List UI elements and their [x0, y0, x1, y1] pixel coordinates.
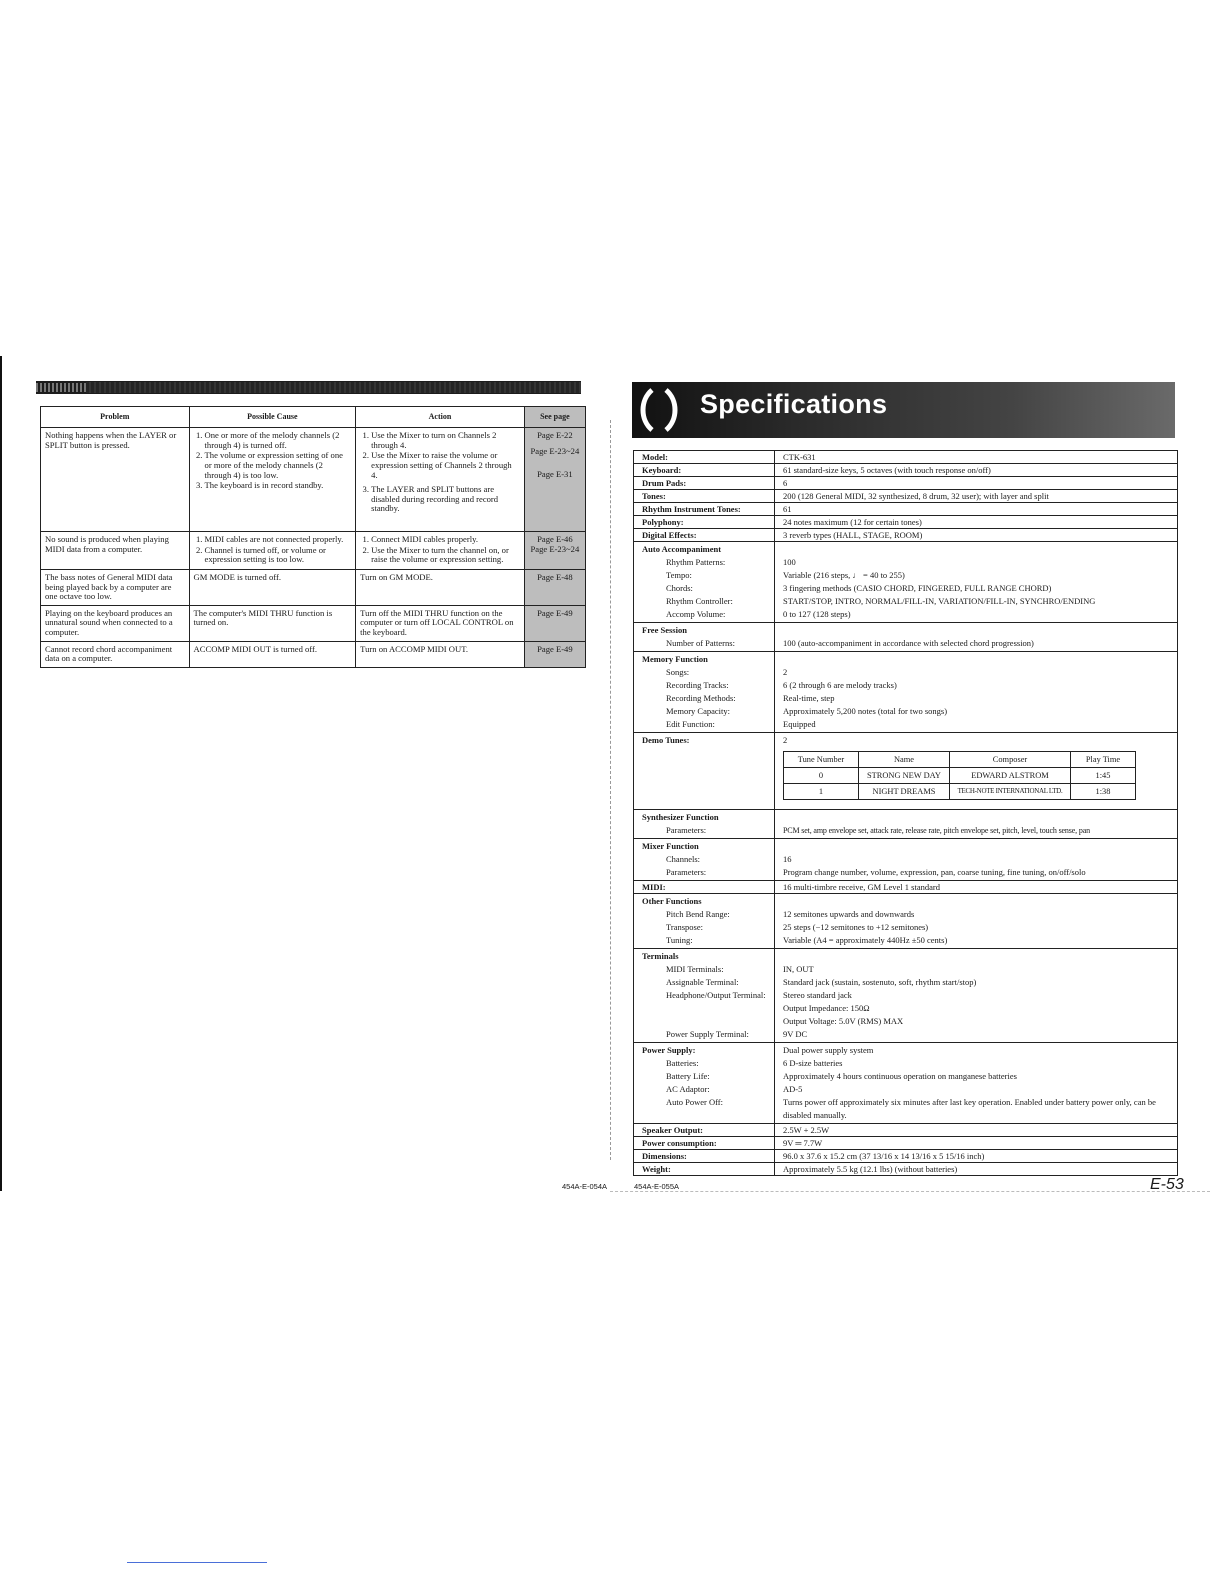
sub-label: Recording Tracks:	[666, 680, 729, 690]
spec-value: 96.0 x 37.6 x 15.2 cm (37 13/16 x 14 13/16 x 5 15/16 inch)	[783, 1151, 985, 1161]
page-title: Specifications	[700, 389, 888, 419]
table-row	[784, 768, 1136, 784]
sub-label: Recording Methods:	[666, 693, 736, 703]
sub-label: Headphone/Output Terminal:	[666, 990, 766, 1000]
spec-label	[634, 1043, 775, 1123]
spec-value	[775, 894, 1177, 948]
problem-cell: The bass notes of General MIDI data being played back by a computer are one octave too low.	[41, 569, 190, 605]
sub-label: Auto Power Off:	[666, 1097, 723, 1107]
sub-label: Tuning:	[666, 935, 693, 945]
spec-row-model	[634, 451, 1177, 464]
right-footer-code: 454A-E-055A	[634, 1182, 680, 1191]
page-ref: Page E-23~24	[530, 445, 580, 456]
spec-row-effects	[634, 529, 1177, 542]
sub-label: Rhythm Controller:	[666, 596, 733, 606]
spec-row-speaker	[634, 1124, 1177, 1137]
problem-cell: Playing on the keyboard produces an unnatural sound when connected to a computer.	[41, 605, 190, 641]
spec-value: 24 notes maximum (12 for certain tones)	[783, 517, 922, 527]
spec-label: Weight:	[634, 1163, 775, 1175]
problem-cell: No sound is produced when playing MIDI data from a computer.	[41, 532, 190, 570]
spec-value: 200 (128 General MIDI, 32 synthesized, 8 drum, 32 user); with layer and split	[783, 491, 1049, 501]
action-cell	[356, 428, 525, 532]
spec-row-keyboard	[634, 464, 1177, 477]
page-ref: Page E-31	[537, 469, 573, 480]
table-row	[41, 605, 586, 641]
cause-item: 2. Channel is turned off, or volume or expression setting is too low.	[205, 546, 352, 565]
see-page-cell: Page E-49	[524, 605, 585, 641]
value-line: Turns power off approximately six minutes after last key operation. Enabled under battery power only, can be disabled manually.	[783, 1097, 1156, 1120]
spec-value: 3 reverb types (HALL, STAGE, ROOM)	[783, 530, 923, 540]
spec-value: Approximately 5.5 kg (12.1 lbs) (without batteries)	[783, 1164, 958, 1174]
action-item: 3. The LAYER and SPLIT buttons are disabled during recording and record standby.	[371, 485, 520, 514]
section-bar-texture	[86, 382, 581, 393]
spec-row-mixer	[634, 839, 1177, 881]
sub-label: Chords:	[666, 583, 693, 593]
table-row	[41, 428, 586, 532]
spec-label	[634, 810, 775, 838]
spec-value: 9V ═ 7.7W	[783, 1138, 823, 1148]
page-number: E-53	[1150, 1176, 1184, 1193]
value-line: PCM set, amp envelope set, attack rate, release rate, pitch envelope set, pitch, level, touch sense, pan	[783, 826, 1090, 835]
spec-row-drum	[634, 477, 1177, 490]
spec-value	[775, 623, 1177, 651]
category-label: Synthesizer Function	[642, 812, 719, 822]
value-line: Equipped	[783, 719, 816, 729]
header-action: Action	[356, 407, 525, 428]
spec-row-dimensions	[634, 1150, 1177, 1163]
page-ref: Page E-23~24	[530, 543, 580, 554]
cause-item: 1. One or more of the melody channels (2 through 4) is turned off.	[205, 431, 352, 450]
value-line: Output Voltage: 5.0V (RMS) MAX	[783, 1016, 904, 1026]
binding-edge	[0, 356, 2, 1191]
spec-label: Rhythm Instrument Tones:	[634, 503, 775, 515]
spec-value: 16 multi-timbre receive, GM Level 1 standard	[783, 882, 940, 892]
tune-name: STRONG NEW DAY	[859, 768, 950, 784]
header-problem: Problem	[41, 407, 190, 428]
demo-count: 2	[783, 735, 788, 745]
sub-label: Transpose:	[666, 922, 703, 932]
spec-label: Digital Effects:	[634, 529, 775, 541]
value-line: 6 D-size batteries	[783, 1058, 843, 1068]
sub-label: Songs:	[666, 667, 690, 677]
spec-row-terminals	[634, 949, 1177, 1043]
value-line: Variable (216 steps, ♩ = 40 to 255)	[783, 570, 905, 580]
value-line: START/STOP, INTRO, NORMAL/FILL-IN, VARIATION/FILL-IN, SYNCHRO/ENDING	[783, 596, 1096, 606]
category-label: Memory Function	[642, 654, 708, 664]
spec-row-auto-accompaniment	[634, 542, 1177, 623]
value-line: Approximately 4 hours continuous operation on manganese batteries	[783, 1071, 1017, 1081]
value-line: 3 fingering methods (CASIO CHORD, FINGERED, FULL RANGE CHORD)	[783, 583, 1052, 593]
spec-row-polyphony	[634, 516, 1177, 529]
spec-value	[775, 1043, 1177, 1123]
sub-label: MIDI Terminals:	[666, 964, 724, 974]
value-line: 12 semitones upwards and downwards	[783, 909, 915, 919]
value-line: IN, OUT	[783, 964, 814, 974]
value-line: Stereo standard jack	[783, 990, 852, 1000]
spec-value: 6	[783, 478, 788, 488]
spec-row-demo-tunes	[634, 733, 1177, 810]
value-line: Variable (A4 = approximately 440Hz ±50 cents)	[783, 935, 948, 945]
spec-label: MIDI:	[634, 881, 775, 893]
cause-item: 2. The volume or expression setting of one or more of the melody channels (2 through 4) is too low.	[205, 451, 352, 480]
cause-cell: ACCOMP MIDI OUT is turned off.	[189, 641, 356, 667]
demo-header: Play Time	[1071, 752, 1136, 768]
sub-label: Pitch Bend Range:	[666, 909, 730, 919]
bottom-rule	[610, 1191, 1210, 1192]
sub-label: Channels:	[666, 854, 700, 864]
demo-tunes-table	[783, 751, 1136, 800]
spec-label: Speaker Output:	[634, 1124, 775, 1136]
value-line: 16	[783, 854, 792, 864]
sub-label: Number of Patterns:	[666, 638, 735, 648]
action-cell: Turn off the MIDI THRU function on the computer or turn off LOCAL CONTROL on the keyboard.	[356, 605, 525, 641]
table-row	[41, 641, 586, 667]
sub-label: AC Adaptor:	[666, 1084, 710, 1094]
problem-cell: Nothing happens when the LAYER or SPLIT button is pressed.	[41, 428, 190, 532]
spec-row-weight	[634, 1163, 1177, 1175]
spec-label: Demo Tunes:	[634, 733, 775, 809]
spec-label	[634, 839, 775, 880]
page-ref: Page E-46	[537, 534, 573, 544]
value-line: Dual power supply system	[783, 1045, 874, 1055]
value-line: 6 (2 through 6 are melody tracks)	[783, 680, 897, 690]
value-line: 100 (auto-accompaniment in accordance with selected chord progression)	[783, 638, 1034, 648]
spec-label: Keyboard:	[634, 464, 775, 476]
value-line: Approximately 5,200 notes (total for two songs)	[783, 706, 948, 716]
spec-label	[634, 623, 775, 651]
page-divider	[610, 420, 611, 1160]
sub-label: Assignable Terminal:	[666, 977, 739, 987]
sub-label: Accomp Volume:	[666, 609, 726, 619]
spec-value: 2.5W + 2.5W	[783, 1125, 830, 1135]
category-label: Free Session	[642, 625, 687, 635]
spec-row-free-session	[634, 623, 1177, 652]
page-ref: Page E-22	[537, 430, 573, 440]
tune-number: 0	[784, 768, 859, 784]
see-page-cell	[524, 428, 585, 532]
category-label: Auto Accompaniment	[642, 544, 722, 554]
cause-cell: GM MODE is turned off.	[189, 569, 356, 605]
left-footer-code: 454A-E-054A	[562, 1182, 608, 1191]
spec-value: CTK-631	[783, 452, 816, 462]
problem-cell: Cannot record chord accompaniment data on a computer.	[41, 641, 190, 667]
action-cell: Turn on GM MODE.	[356, 569, 525, 605]
demo-header: Tune Number	[784, 752, 859, 768]
see-page-cell	[524, 532, 585, 570]
category-label: Mixer Function	[642, 841, 699, 851]
cause-cell	[189, 428, 356, 532]
cause-item: 1. MIDI cables are not connected properly.	[205, 535, 352, 545]
value-line: 9V DC	[783, 1029, 808, 1039]
spec-label: Polyphony:	[634, 516, 775, 528]
spec-label	[634, 894, 775, 948]
spec-row-synth	[634, 810, 1177, 839]
cause-cell	[189, 532, 356, 570]
demo-header: Composer	[950, 752, 1071, 768]
sub-label: Battery Life:	[666, 1071, 710, 1081]
spec-label: Drum Pads:	[634, 477, 775, 489]
table-row	[41, 532, 586, 570]
value-line: Program change number, volume, expression, pan, coarse tuning, fine tuning, on/off/solo	[783, 867, 1086, 877]
demo-header-row	[784, 752, 1136, 768]
spec-value	[775, 542, 1177, 622]
spec-value: 61	[783, 504, 792, 514]
action-cell: Turn on ACCOMP MIDI OUT.	[356, 641, 525, 667]
sub-label: Parameters:	[666, 867, 707, 877]
value-line: Output Impedance: 150Ω	[783, 1003, 870, 1013]
spec-label: Model:	[634, 451, 775, 463]
see-page-cell: Page E-48	[524, 569, 585, 605]
sub-label: Memory Capacity:	[666, 706, 730, 716]
header-see-page: See page	[524, 407, 585, 428]
value-line: 0 to 127 (128 steps)	[783, 609, 851, 619]
specifications-table	[633, 450, 1178, 1176]
spec-row-power-supply	[634, 1043, 1177, 1124]
action-item: 2. Use the Mixer to turn the channel on, or raise the volume or expression setting.	[371, 546, 520, 565]
spec-row-other	[634, 894, 1177, 949]
category-label: Power Supply:	[642, 1045, 696, 1055]
value-line: 2	[783, 667, 788, 677]
tune-time: 1:38	[1071, 784, 1136, 800]
tune-composer: TECH-NOTE INTERNATIONAL LTD.	[950, 784, 1071, 800]
spec-row-memory	[634, 652, 1177, 733]
cause-cell: The computer's MIDI THRU function is turned on.	[189, 605, 356, 641]
table-header-row	[41, 407, 586, 428]
spec-value	[775, 810, 1177, 838]
tune-number: 1	[784, 784, 859, 800]
spec-label	[634, 652, 775, 732]
action-cell	[356, 532, 525, 570]
spec-value	[775, 949, 1177, 1042]
table-row	[784, 784, 1136, 800]
spec-value	[775, 839, 1177, 880]
value-line: Standard jack (sustain, sostenuto, soft, rhythm start/stop)	[783, 977, 977, 987]
tune-time: 1:45	[1071, 768, 1136, 784]
header-cause: Possible Cause	[189, 407, 356, 428]
table-row	[41, 569, 586, 605]
value-line: AD-5	[783, 1084, 803, 1094]
troubleshooting-table	[40, 406, 586, 668]
category-label: Other Functions	[642, 896, 702, 906]
action-item: 1. Connect MIDI cables properly.	[371, 535, 520, 545]
spec-row-tones	[634, 490, 1177, 503]
spec-row-consumption	[634, 1137, 1177, 1150]
spec-value	[775, 733, 1177, 809]
action-item: 1. Use the Mixer to turn on Channels 2 through 4.	[371, 431, 520, 450]
sub-label: Parameters:	[666, 825, 707, 835]
value-line: Real-time, step	[783, 693, 835, 703]
sub-label: Edit Function:	[666, 719, 715, 729]
section-bracket-icon	[638, 386, 684, 434]
tune-name: NIGHT DREAMS	[859, 784, 950, 800]
category-label: Terminals	[642, 951, 679, 961]
sub-label: Power Supply Terminal:	[666, 1029, 749, 1039]
spec-value	[775, 652, 1177, 732]
spec-label: Power consumption:	[634, 1137, 775, 1149]
bottom-blue-rule	[127, 1562, 267, 1563]
sub-label: Rhythm Patterns:	[666, 557, 726, 567]
tune-composer: EDWARD ALSTROM	[950, 768, 1071, 784]
spec-label: Tones:	[634, 490, 775, 502]
spec-row-midi	[634, 881, 1177, 894]
value-line: 100	[783, 557, 796, 567]
sub-label: Tempo:	[666, 570, 692, 580]
cause-item: 3. The keyboard is in record standby.	[205, 481, 352, 491]
section-bar-pattern	[36, 383, 86, 392]
spec-row-rhythm-instrument	[634, 503, 1177, 516]
spec-label	[634, 949, 775, 1042]
see-page-cell: Page E-49	[524, 641, 585, 667]
spec-value: 61 standard-size keys, 5 octaves (with touch response on/off)	[783, 465, 991, 475]
spec-label: Dimensions:	[634, 1150, 775, 1162]
sub-label: Batteries:	[666, 1058, 699, 1068]
spec-label	[634, 542, 775, 622]
value-line: 25 steps (−12 semitones to +12 semitones)	[783, 922, 929, 932]
action-item: 2. Use the Mixer to raise the volume or expression setting of Channels 2 through 4.	[371, 451, 520, 480]
demo-header: Name	[859, 752, 950, 768]
